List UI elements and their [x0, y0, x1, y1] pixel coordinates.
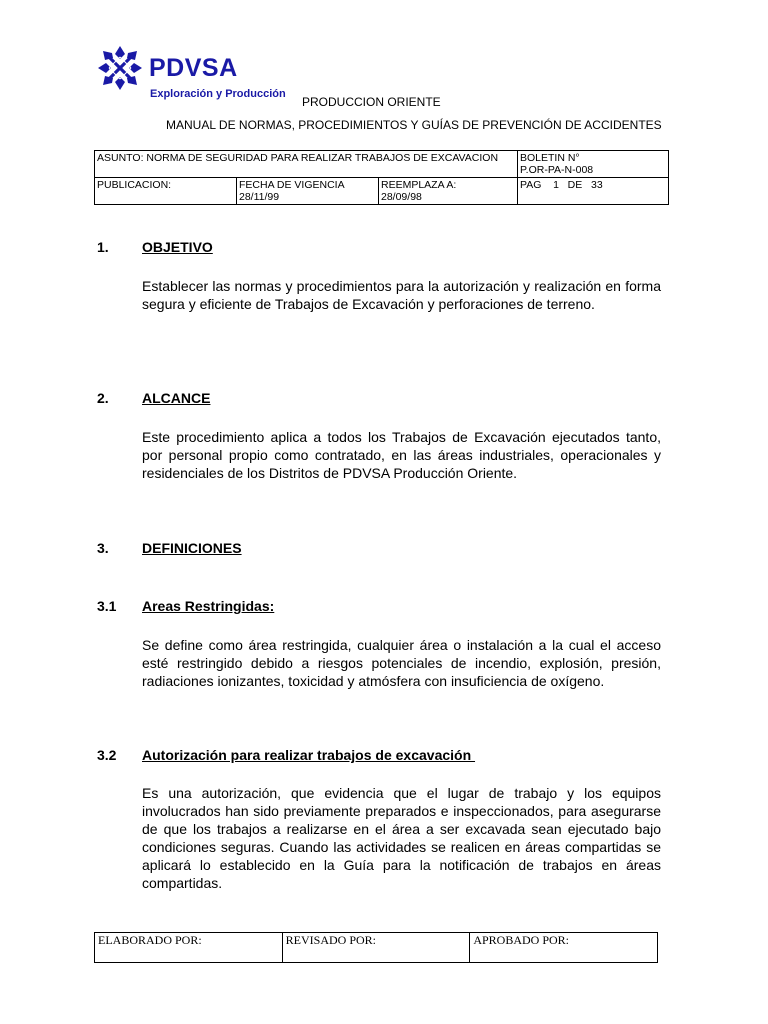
brand-subtitle: Exploración y Producción: [150, 88, 286, 100]
section-number: 1.: [97, 239, 109, 255]
bulletin-label: BOLETIN N°: [520, 152, 580, 164]
reviewed-by-cell: REVISADO POR:: [282, 933, 470, 963]
section-heading-autorizacion: Autorización para realizar trabajos de excavación: [142, 747, 476, 763]
section-number: 3.1: [97, 598, 117, 614]
brand-name: PDVSA: [149, 54, 238, 82]
section-heading-definiciones: DEFINICIONES: [142, 540, 242, 556]
effective-date-cell: [237, 178, 379, 205]
section-paragraph-objetivo: Establecer las normas y procedimientos para la autorización y realización en forma segura y eficiente de Trabajos de Excavación y perforaciones de terreno.: [142, 278, 661, 312]
section-number: 3.2: [97, 747, 117, 763]
info-row-dates: [95, 178, 669, 205]
region-title: PRODUCCION ORIENTE: [302, 95, 441, 109]
prepared-by-cell: ELABORADO POR:: [95, 933, 283, 963]
signature-row: [95, 933, 658, 963]
replaces-label: REEMPLAZA A:: [381, 179, 457, 191]
manual-title: MANUAL DE NORMAS, PROCEDIMIENTOS Y GUÍAS DE PREVENCIÓN DE ACCIDENTES: [166, 118, 662, 132]
section-number: 3.: [97, 540, 109, 556]
document-info-table: [94, 150, 669, 205]
replaces-value: 28/09/98: [381, 191, 422, 203]
section-paragraph-areas-restringidas: Se define como área restringida, cualquier área o instalación a la cual el acceso esté restringido debido a riesgos potenciales de incendio, explosión, presión, radiaciones ionizantes, toxicidad y atmósfera con insuficiencia de oxígeno.: [142, 637, 661, 689]
pdvsa-sun-logo-icon: [97, 45, 143, 91]
page-count-cell: PAG 1 DE 33: [518, 178, 669, 205]
effective-date-value: 28/11/99: [239, 191, 280, 203]
section-number: 2.: [97, 390, 109, 406]
replaces-cell: [379, 178, 518, 205]
section-paragraph-alcance: Este procedimiento aplica a todos los Trabajos de Excavación ejecutados tanto, por personal propio como contratado, en las áreas industriales, operacionales y residenciales de los Distritos de PDVSA Producción Oriente.: [142, 429, 661, 481]
subject-cell: ASUNTO: NORMA DE SEGURIDAD PARA REALIZAR TRABAJOS DE EXCAVACION: [95, 151, 518, 178]
section-heading-alcance: ALCANCE: [142, 390, 211, 406]
bulletin-number: P.OR-PA-N-008: [520, 164, 594, 176]
bulletin-cell: [518, 151, 669, 178]
effective-date-label: FECHA DE VIGENCIA: [239, 179, 345, 191]
section-paragraph-autorizacion: Es una autorización, que evidencia que el lugar de trabajo y los equipos involucrados han sido previamente preparados e inspeccionados, para asegurarse de que los trabajos a realizarse en el área a ser excavada sean ejecutado bajo condiciones seguras. Cuando las actividades se realicen en áreas compartidas se aplicará lo establecido en la Guía para la notificación de trabajos en áreas compartidas.: [142, 785, 661, 891]
approved-by-cell: APROBADO POR:: [470, 933, 658, 963]
signature-table: [94, 932, 658, 963]
publication-cell: PUBLICACION:: [95, 178, 237, 205]
info-row-subject: [95, 151, 669, 178]
section-heading-areas-restringidas: Areas Restringidas:: [142, 598, 275, 614]
section-heading-objetivo: OBJETIVO: [142, 239, 213, 255]
